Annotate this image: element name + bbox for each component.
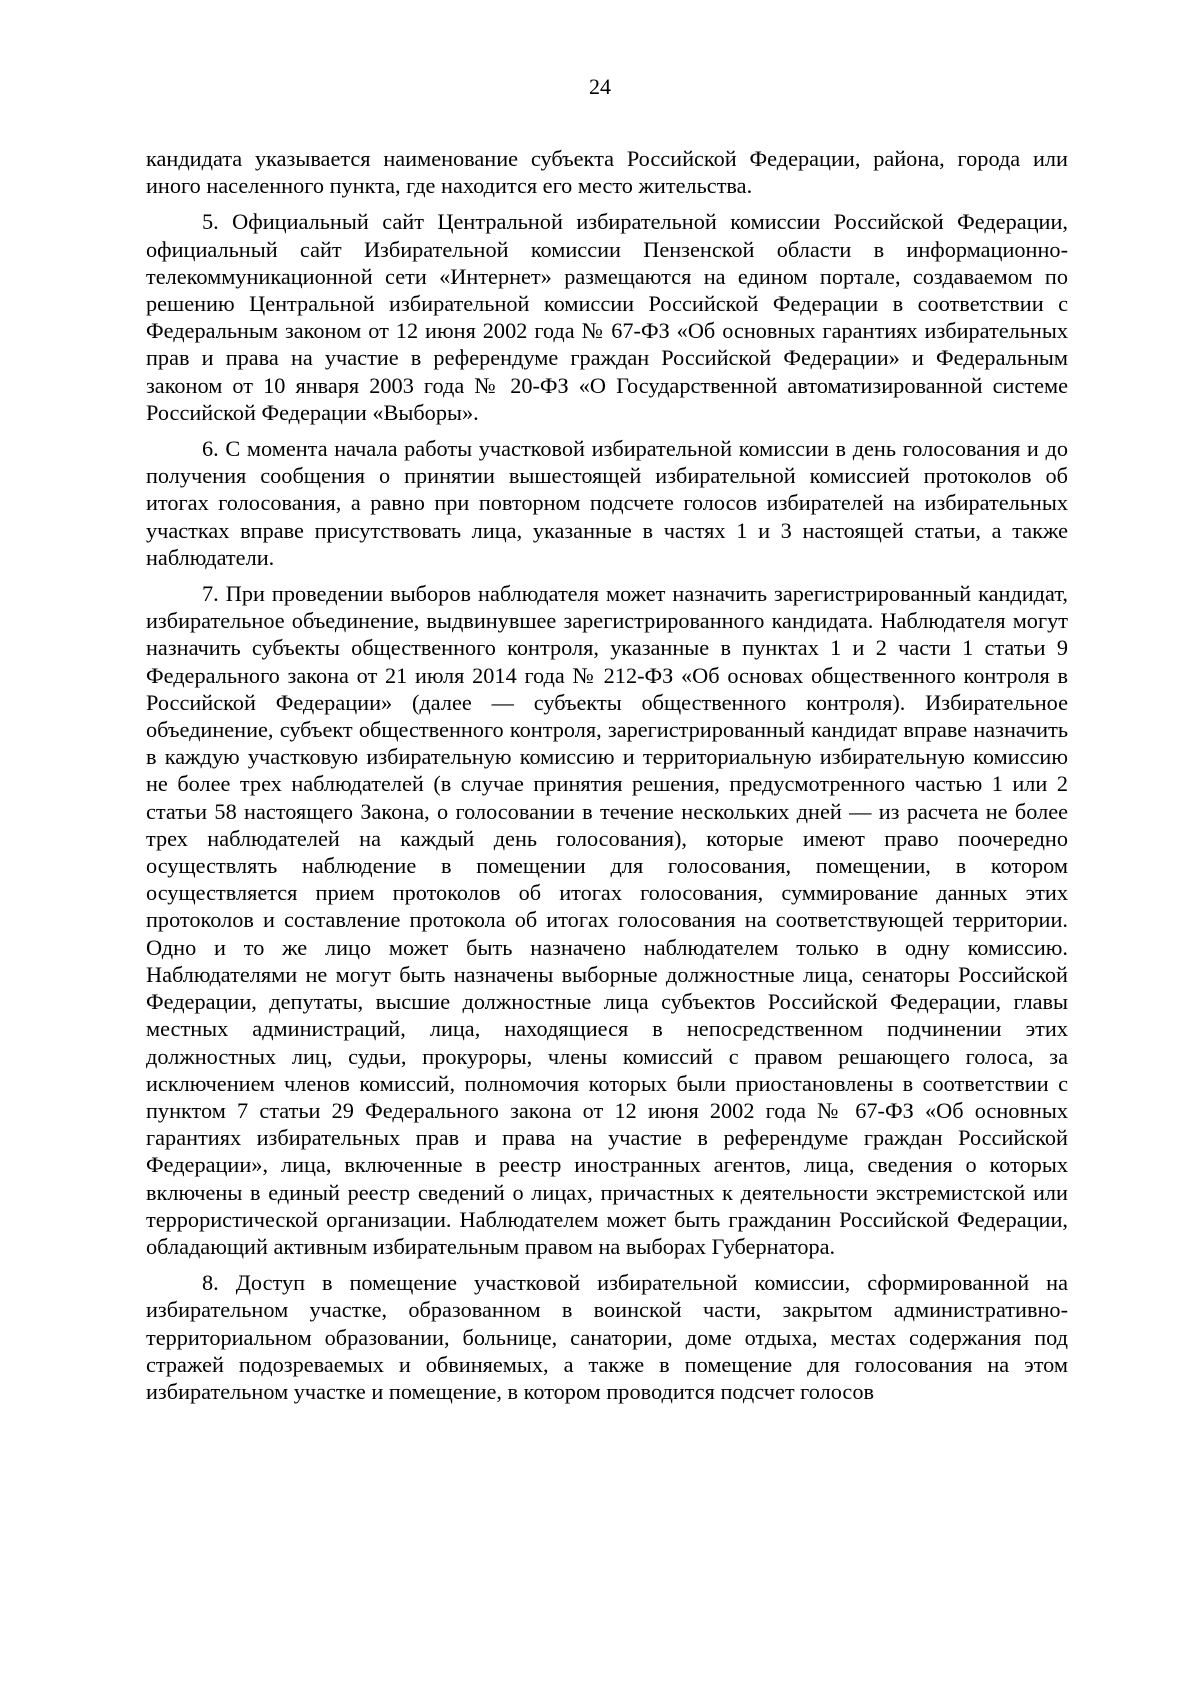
paragraph-item-5: 5. Официальный сайт Центральной избирательной комиссии Российской Федерации, официальный сайт Избирательной комиссии Пензенской области в информационно-телекоммуникационной сети «Интернет» размещаются на едином портале, создаваемом по решению Центральной избирательной комиссии Российской Федерации в соответствии с Федеральным законом от 12 июня 2002 года № 67-ФЗ «Об основных гарантиях избирательных прав и права на участие в референдуме граждан Российской Федерации» и Федеральным законом от 10 января 2003 года № 20-ФЗ «О Государственной автоматизированной системе Российской Федерации «Выборы». xyxy=(146,209,1068,425)
paragraph-item-6: 6. С момента начала работы участковой избирательной комиссии в день голосования и до получения сообщения о принятии вышестоящей избирательной комиссией протоколов об итогах голосования, а равно при повторном подсчете голосов избирателей на избирательных участках вправе присутствовать лица, указанные в частях 1 и 3 настоящей статьи, а также наблюдатели. xyxy=(146,436,1068,570)
document-body xyxy=(146,145,1068,1405)
page-number: 24 xyxy=(589,74,611,99)
paragraph-item-8: 8. Доступ в помещение участковой избирательной комиссии, сформированной на избирательном участке, образованном в воинской части, закрытом административно-территориальном образовании, больнице, санатории, доме отдыха, местах содержания под стражей подозреваемых и обвиняемых, а также в помещение для голосования на этом избирательном участке и помещение, в котором проводится подсчет голосов xyxy=(146,1270,1068,1404)
paragraph-continuation: кандидата указывается наименование субъекта Российской Федерации, района, города или иного населенного пункта, где находится его место жительства. xyxy=(146,146,1068,199)
paragraph-item-7: 7. При проведении выборов наблюдателя может назначить зарегистрированный кандидат, избирательное объединение, выдвинувшее зарегистрированного кандидата. Наблюдателя могут назначить субъекты общественного контроля, указанные в пунктах 1 и 2 части 1 статьи 9 Федерального закона от 21 июля 2014 года № 212-ФЗ «Об основах общественного контроля в Российской Федерации» (далее — субъекты общественного контроля). Избирательное объединение, субъект общественного контроля, зарегистрированный кандидат вправе назначить в каждую участковую избирательную комиссию и территориальную избирательную комиссию не более трех наблюдателей (в случае принятия решения, предусмотренного частью 1 или 2 статьи 58 настоящего Закона, о голосовании в течение нескольких дней — из расчета не более трех наблюдателей на каждый день голосования), которые имеют право поочередно осуществлять наблюдение в помещении для голосования, помещении, в котором осуществляется прием протоколов об итогах голосования, суммирование данных этих протоколов и составление протокола об итогах голосования на соответствующей территории. Одно и то же лицо может быть назначено наблюдателем только в одну комиссию. Наблюдателями не могут быть назначены выборные должностные лица, сенаторы Российской Федерации, депутаты, высшие должностные лица субъектов Российской Федерации, главы местных администраций, лица, находящиеся в непосредственном подчинении этих должностных лиц, судьи, прокуроры, члены комиссий с правом решающего голоса, за исключением членов комиссий, полномочия которых были приостановлены в соответствии с пунктом 7 статьи 29 Федерального закона от 12 июня 2002 года № 67-ФЗ «Об основных гарантиях избирательных прав и права на участие в референдуме граждан Российской Федерации», лица, включенные в реестр иностранных агентов, лица, сведения о которых включены в единый реестр сведений о лицах, причастных к деятельности экстремистской или террористической организации. Наблюдателем может быть гражданин Российской Федерации, обладающий активным избирательным правом на выборах Губернатора. xyxy=(146,581,1068,1259)
